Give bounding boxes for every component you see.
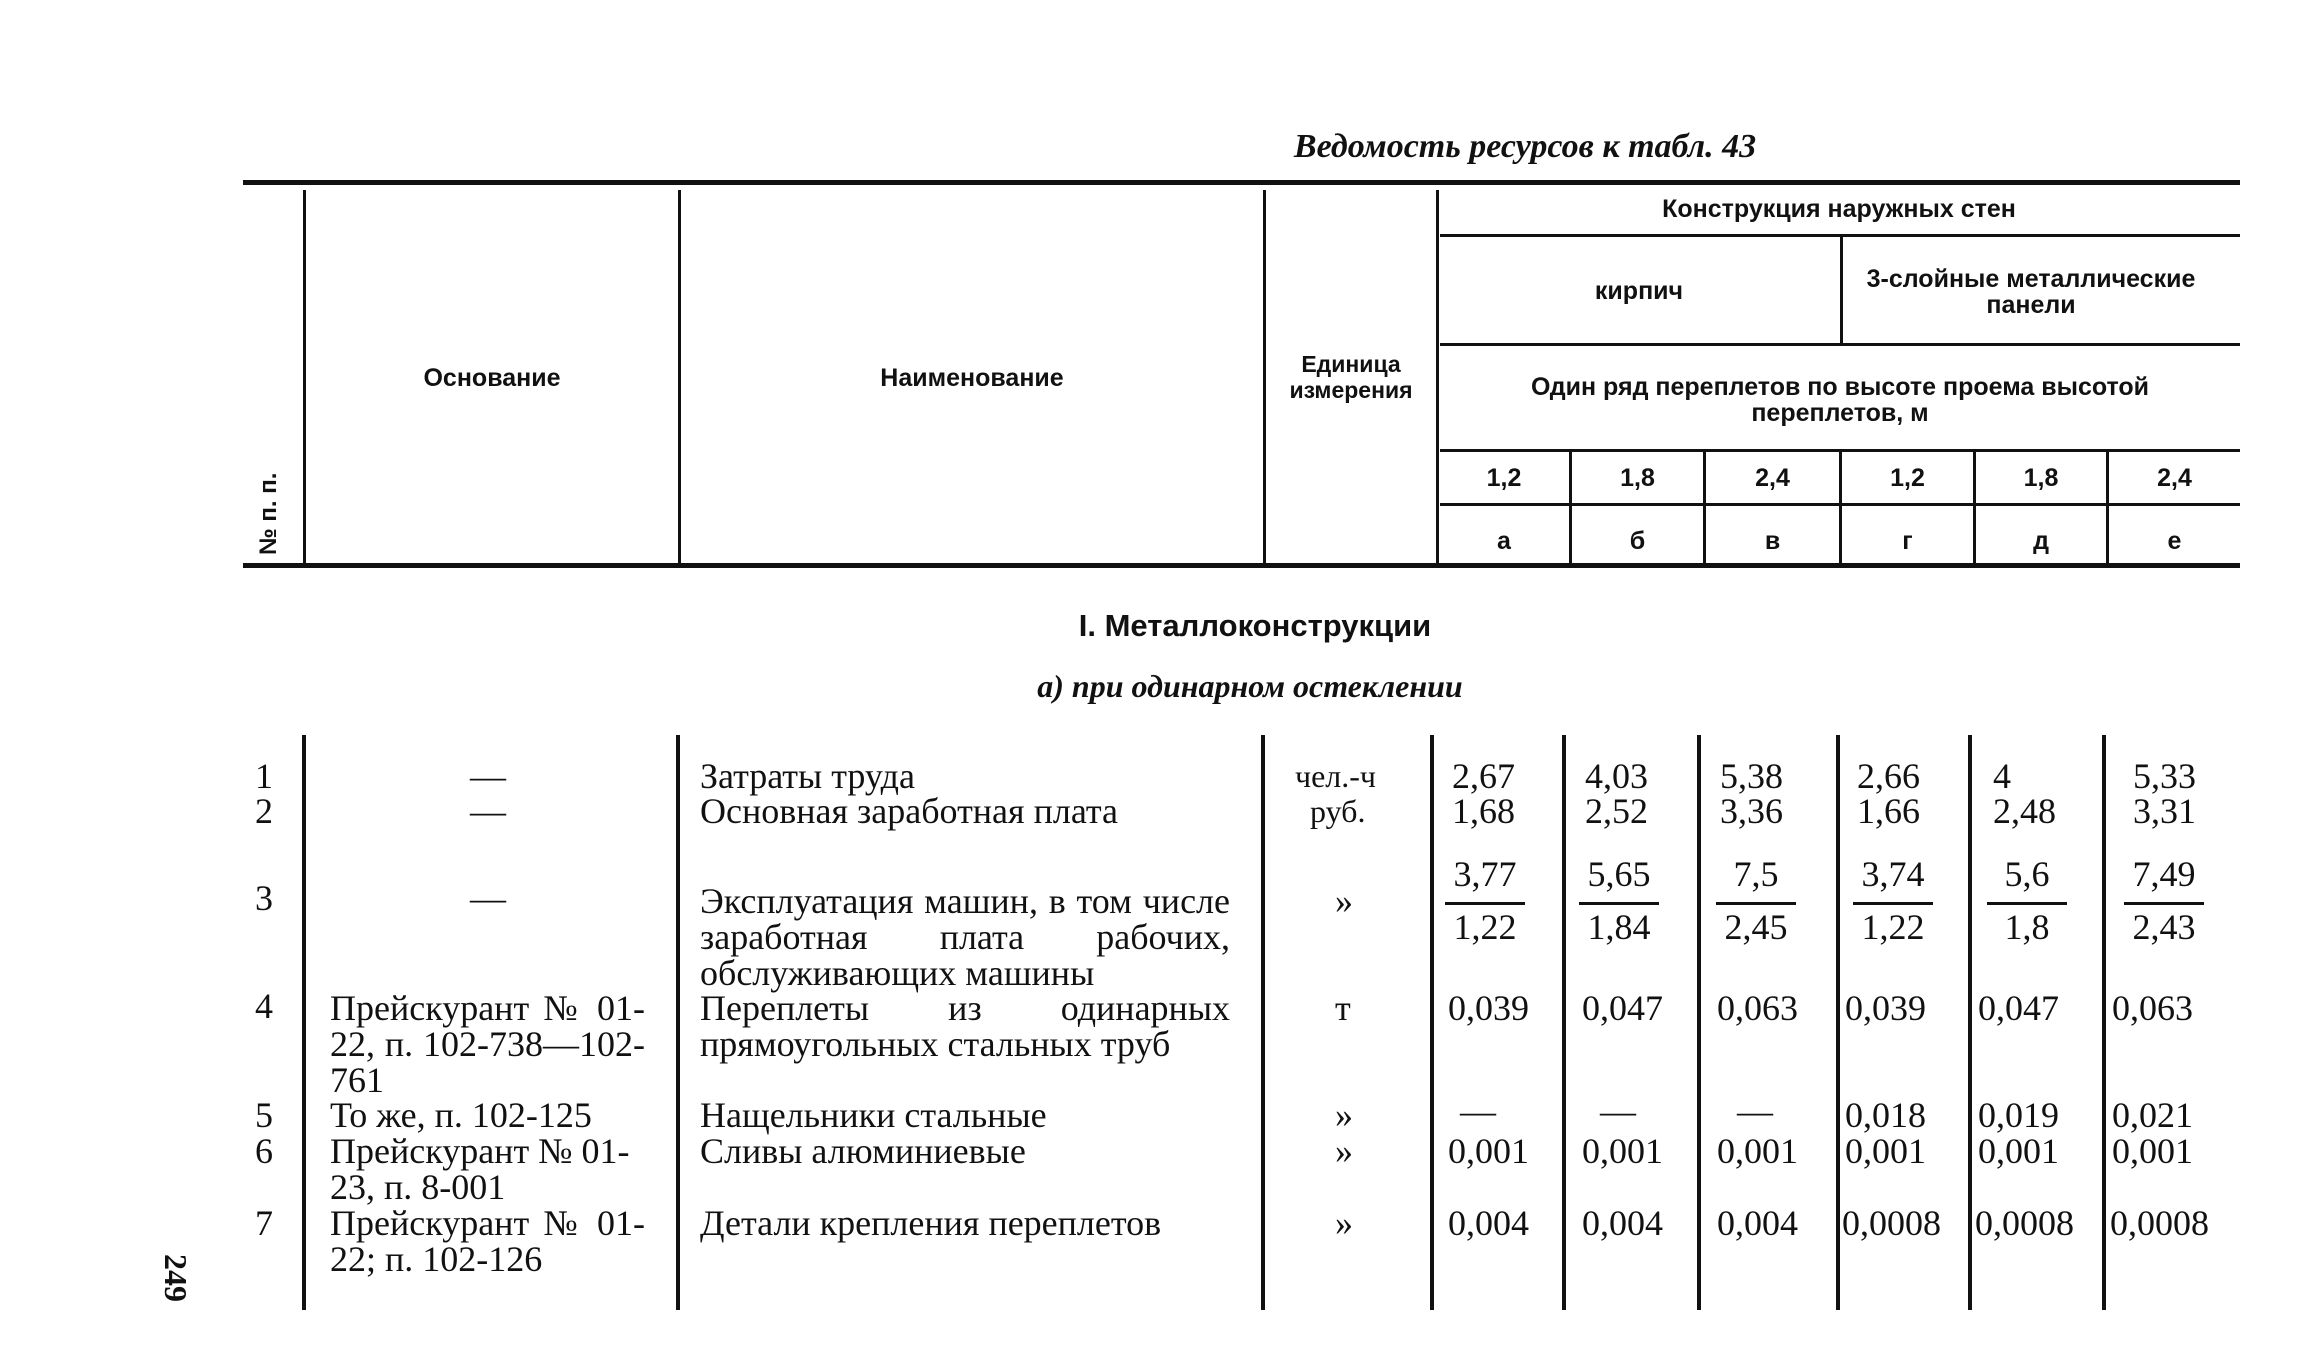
value-cell: — [1737,1091,1773,1131]
page-number: 249 [158,1254,194,1302]
value-cell: 0,004 [1448,1203,1529,1243]
value-cell: 0,063 [2112,988,2193,1028]
value-cell: 0,0008 [1842,1203,1941,1243]
value-cell: 0,001 [1448,1131,1529,1171]
value-fraction [1706,854,1806,947]
row-basis: То же, п. 102-125 [330,1095,592,1135]
value-cell: 0,001 [2112,1131,2193,1171]
value-fraction-top: 7,49 [2132,854,2196,894]
document-title: Ведомость ресурсов к табл. 43 [1293,128,1757,165]
value-cell: 0,001 [1845,1131,1926,1171]
value-cell: 0,039 [1845,988,1926,1028]
value-cell: 0,001 [1978,1131,2059,1171]
row-no: 6 [255,1131,273,1171]
value-cell: 1,68 [1452,791,1515,831]
value-cell: 1,66 [1857,791,1920,831]
body-vline [1836,735,1840,1310]
column-letter: б [1629,527,1646,555]
row-no: 1 [255,756,273,796]
column-letter: д [2033,527,2049,555]
value-cell: 0,001 [1582,1131,1663,1171]
row-basis: — [470,878,506,918]
fraction-bar [1853,902,1933,905]
value-fraction-bottom: 1,22 [1453,907,1517,947]
column-letter: г [1902,527,1913,555]
value-cell: 2,48 [1993,791,2056,831]
value-cell: 0,0008 [2110,1203,2209,1243]
body-vline [1968,735,1972,1310]
fraction-bar [2124,902,2204,905]
value-fraction-top: 3,77 [1453,854,1517,894]
row-basis: Прейскурант № 01-23, п. 8-001 [330,1131,630,1207]
row-unit: » [1335,1095,1353,1135]
value-fraction [1435,854,1535,947]
body-vline [1562,735,1566,1310]
fraction-bar [1716,902,1796,905]
value-cell: 0,047 [1978,988,2059,1028]
value-cell: 2,52 [1585,791,1648,831]
body-vline [302,735,306,1310]
header-vline [1840,237,1843,343]
value-cell: 3,31 [2133,791,2196,831]
value-fraction-top: 3,74 [1861,854,1925,894]
column-letter: е [2167,527,2182,555]
value-fraction [1977,854,2077,947]
fraction-bar [1579,902,1659,905]
value-cell: — [1600,1091,1636,1131]
row-basis: Прейскурант № 01-22; п. 102-126 [330,1203,645,1279]
row-name: Основная заработная плата [700,791,1119,831]
value-fraction-bottom: 2,43 [2132,907,2196,947]
value-fraction-top: 5,6 [2004,854,2050,894]
row-unit: т [1335,988,1351,1028]
row-no: 5 [255,1095,273,1135]
value-cell: 0,039 [1448,988,1529,1028]
height-label: 1,2 [1890,464,1925,492]
body-vline [1430,735,1434,1310]
height-label: 2,4 [1755,464,1790,492]
value-cell: 0,063 [1717,988,1798,1028]
height-label: 1,8 [1620,464,1655,492]
value-fraction [1569,854,1669,947]
header-vline [1436,190,1439,563]
value-fraction-bottom: 1,8 [2004,907,2050,947]
row-no: 4 [255,986,273,1026]
row-name: Нащельники стальные [700,1095,1047,1135]
body-vline [1697,735,1701,1310]
row-unit: чел.-ч [1295,758,1377,794]
col-unit-header: Единица измерения [1289,351,1413,403]
row-name: Эксплуатация машин, в том числе заработная плата рабочих, обслуживающих машины [700,881,1230,993]
row-desc: Один ряд переплетов по высоте проема высотой переплетов, м [1530,373,2150,427]
row-basis: — [470,756,506,796]
value-fraction [1843,854,1943,947]
value-fraction-top: 5,65 [1587,854,1651,894]
row-no: 7 [255,1203,273,1243]
value-cell: 0,004 [1582,1203,1663,1243]
row-name: Сливы алюминиевые [700,1131,1026,1171]
value-cell: — [1460,1091,1496,1131]
row-no: 2 [255,791,273,831]
value-cell: 0,047 [1582,988,1663,1028]
subsection-title: а) при одинарном остеклении [1037,668,1463,704]
value-cell: 2,67 [1452,756,1515,796]
value-cell: 4 [1993,756,2011,796]
height-label: 2,4 [2157,464,2192,492]
sub-brick: кирпич [1594,277,1684,305]
row-basis: — [470,791,506,831]
column-letter: в [1764,527,1781,555]
value-cell: 5,38 [1720,756,1783,796]
column-letter: а [1497,527,1511,555]
fraction-bar [1987,902,2067,905]
row-name: Затраты труда [700,756,915,796]
row-unit: » [1335,1131,1353,1171]
value-cell: 5,33 [2133,756,2196,796]
height-label: 1,2 [1486,464,1522,492]
value-cell: 3,36 [1720,791,1783,831]
body-vline [1261,735,1265,1310]
header-rule-2 [1440,343,2240,346]
value-cell: 0,018 [1845,1095,1926,1135]
value-fraction-bottom: 1,22 [1861,907,1925,947]
value-cell: 0,0008 [1975,1203,2074,1243]
row-name: Детали крепления переплетов [700,1203,1162,1243]
header-bottom-rule [243,563,2240,568]
value-cell: 0,004 [1717,1203,1798,1243]
section-title: I. Металлоконструкции [1078,608,1432,643]
row-basis: Прейскурант № 01-22, п. 102-738—102-761 [330,988,645,1100]
height-label: 1,8 [2023,464,2059,492]
value-cell: 4,03 [1585,756,1648,796]
value-fraction [2114,854,2214,947]
col-basis-header: Основание [423,364,561,392]
group-title: Конструкция наружных стен [1662,195,2016,223]
row-unit: » [1335,1203,1353,1243]
col-no-header: № п. п. [255,472,282,555]
value-cell: 0,001 [1717,1131,1798,1171]
body-vline [676,735,680,1310]
value-cell: 0,019 [1978,1095,2059,1135]
value-fraction-bottom: 1,84 [1587,907,1651,947]
row-unit: » [1335,881,1353,921]
sub-panels: 3-слойные металлические панели [1866,265,2196,319]
row-unit: руб. [1310,793,1366,829]
value-fraction-bottom: 2,45 [1724,907,1788,947]
value-cell: 0,021 [2112,1095,2193,1135]
header-top-rule [243,180,2240,185]
col-name-header: Наименование [880,364,1064,392]
row-no: 3 [255,878,273,918]
value-fraction-top: 7,5 [1733,854,1779,894]
row-name: Переплеты из одинарных прямоугольных стальных труб [700,988,1230,1064]
body-vline [2102,735,2106,1310]
value-cell: 2,66 [1857,756,1920,796]
fraction-bar [1445,902,1525,905]
